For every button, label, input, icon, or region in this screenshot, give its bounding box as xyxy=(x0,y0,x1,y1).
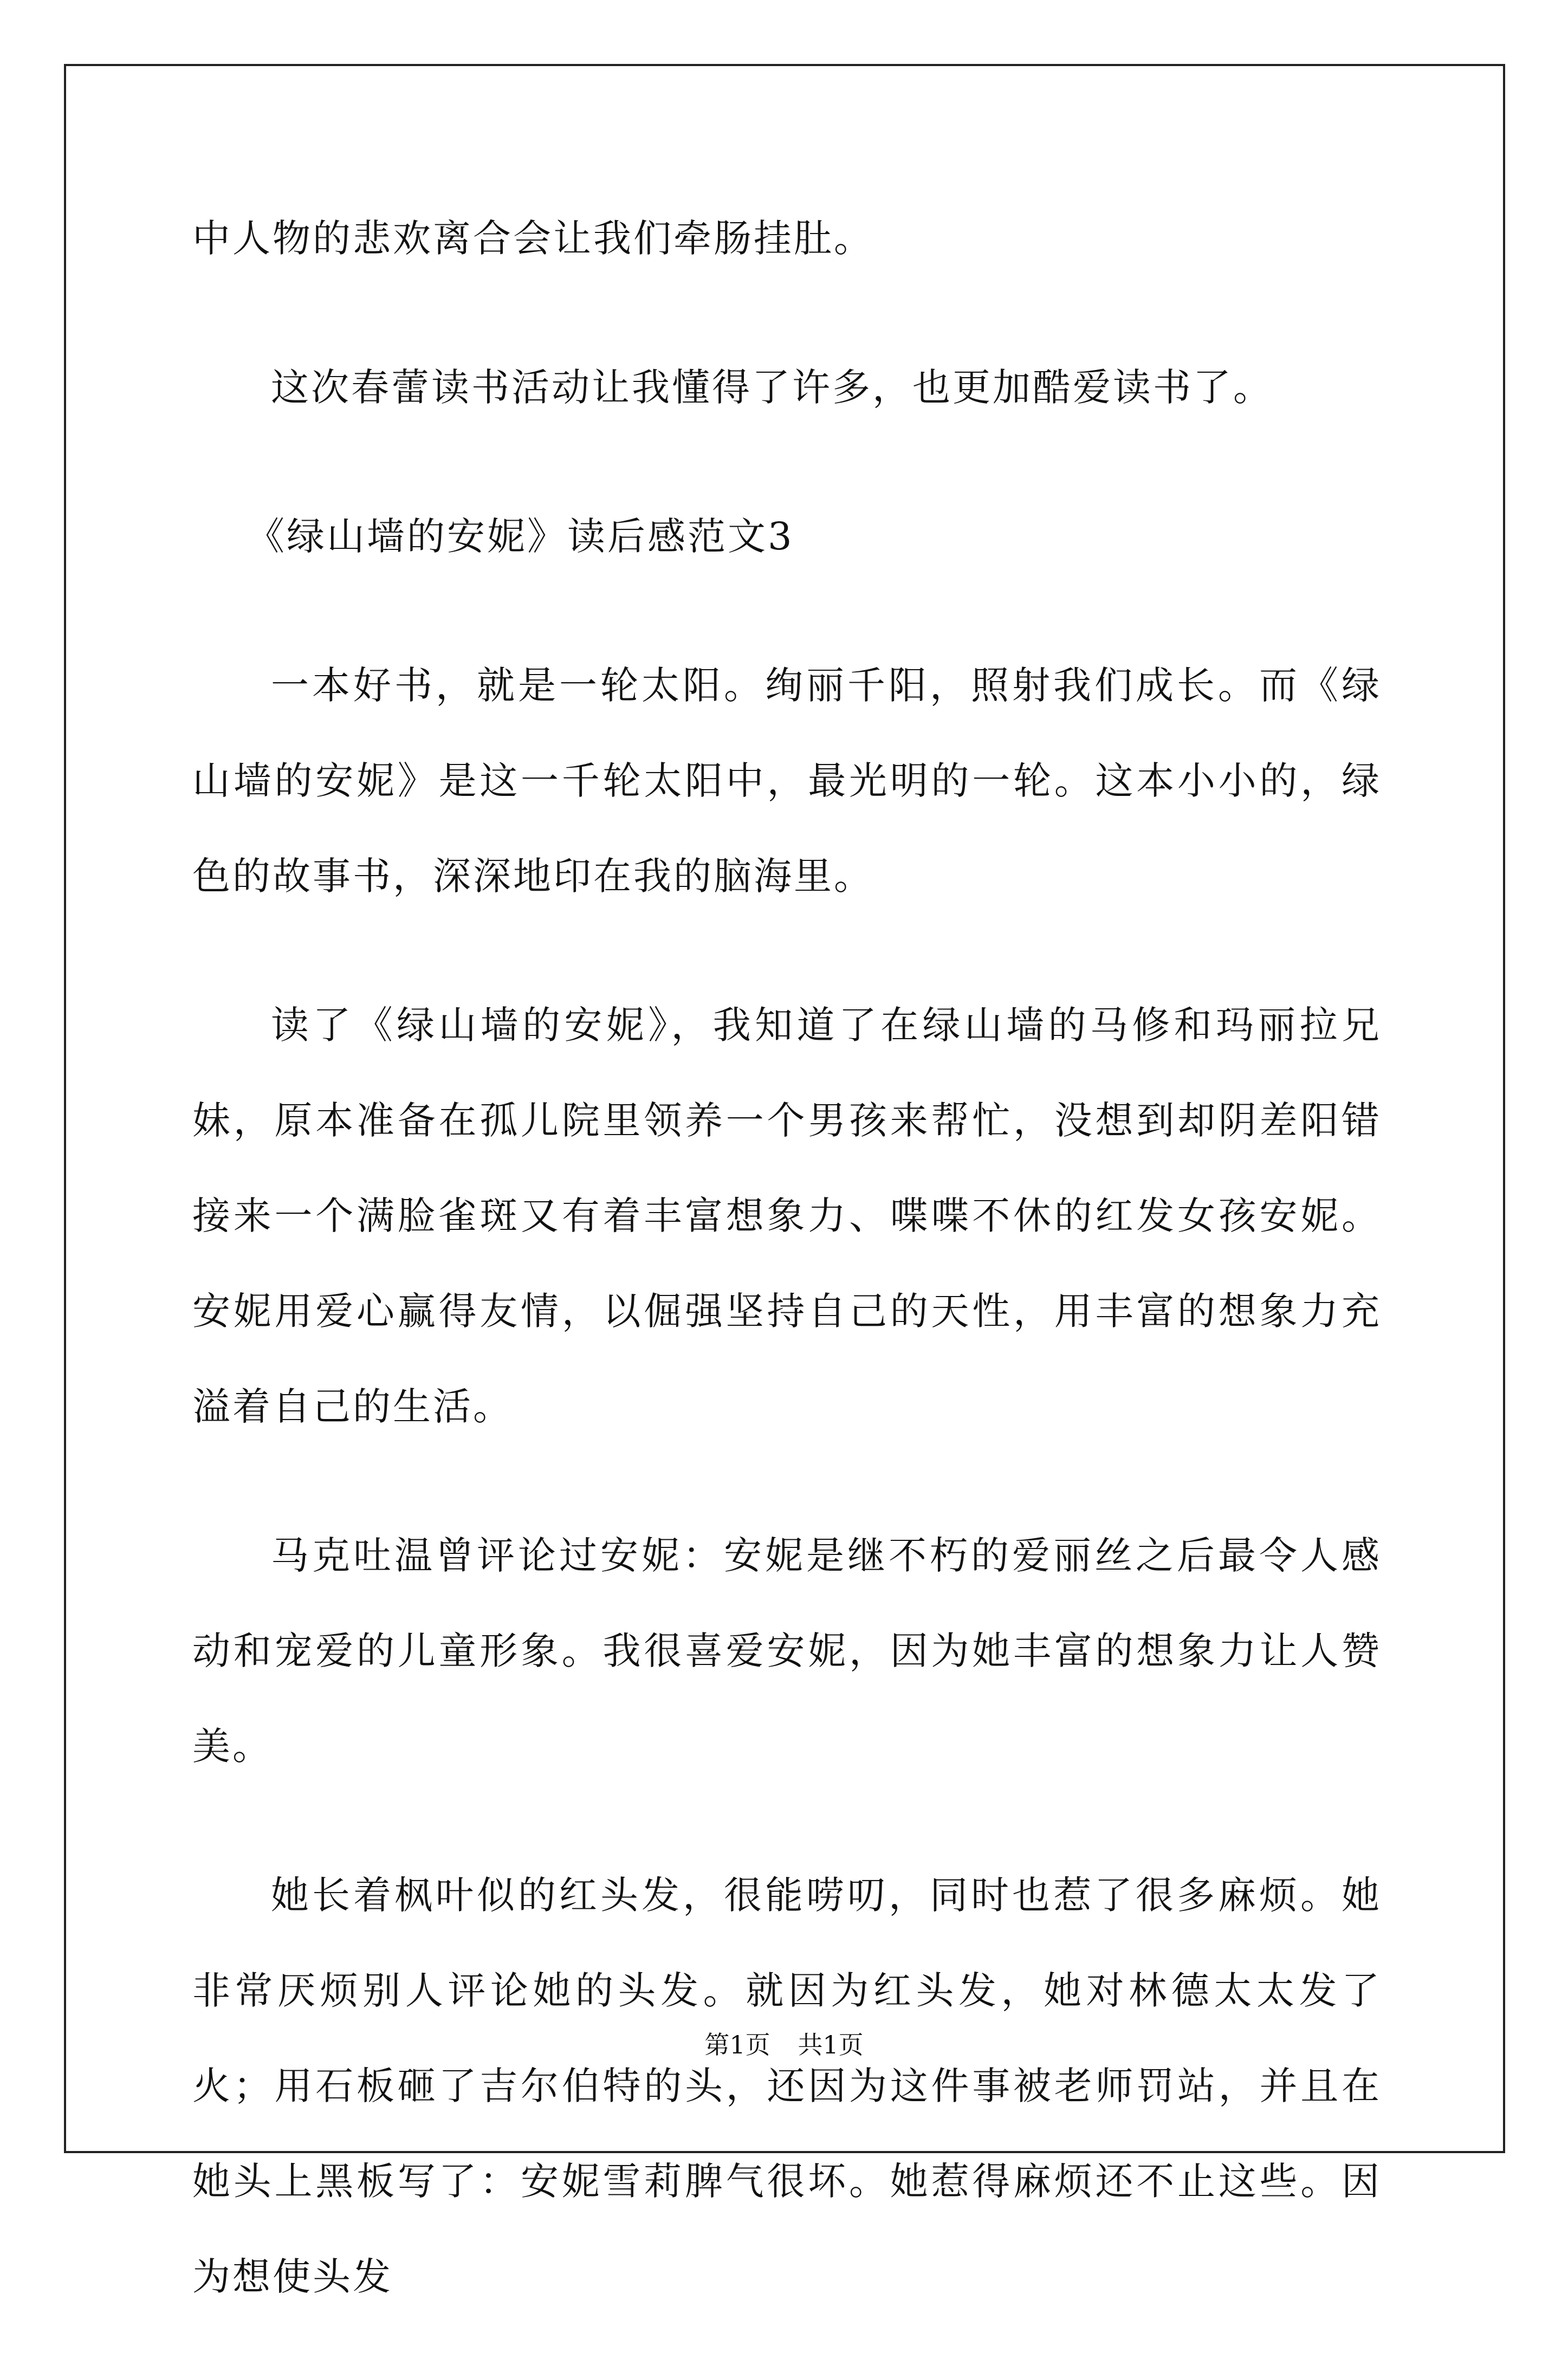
page-number: 第1页 xyxy=(704,2030,770,2059)
paragraph-good-book: 一本好书，就是一轮太阳。绚丽千阳，照射我们成长。而《绿山墙的安妮》是这一千轮太阳中，最光明的一轮。这本小小的，绿色的故事书，深深地印在我的脑海里。 xyxy=(192,663,1382,898)
paragraph-red-hair: 她长着枫叶似的红头发，很能唠叨，同时也惹了很多麻烦。她非常厌烦别人评论她的头发。就因为红头发，她对林德太太发了火；用石板砸了吉尔伯特的头，还因为这件事被老师罚站，并且在她头上黑板写了：安妮雪莉脾气很坏。她惹得麻烦还不止这些。因为想使头发 xyxy=(192,1873,1382,2299)
paragraph-reading-activity: 这次春蕾读书活动让我懂得了许多，也更加酷爱读书了。 xyxy=(271,365,1273,410)
essay-title: 《绿山墙的安妮》读后感范文3 xyxy=(247,514,794,559)
page-footer xyxy=(0,2025,1568,2061)
page-total: 共1页 xyxy=(798,2030,864,2059)
paragraph-continuation: 中人物的悲欢离合会让我们牵肠挂肚。 xyxy=(192,216,874,261)
paragraph-mark-twain: 马克吐温曾评论过安妮：安妮是继不朽的爱丽丝之后最令人感动和宠爱的儿童形象。我很喜爱安妮，因为她丰富的想象力让人赞美。 xyxy=(192,1533,1382,1768)
paragraph-story-summary: 读了《绿山墙的安妮》，我知道了在绿山墙的马修和玛丽拉兄妹，原本准备在孤儿院里领养一个男孩来帮忙，没想到却阴差阳错接来一个满脸雀斑又有着丰富想象力、喋喋不休的红发女孩安妮。安妮用爱心赢得友情，以倔强坚持自己的天性，用丰富的想象力充溢着自己的生活。 xyxy=(192,1003,1382,1429)
